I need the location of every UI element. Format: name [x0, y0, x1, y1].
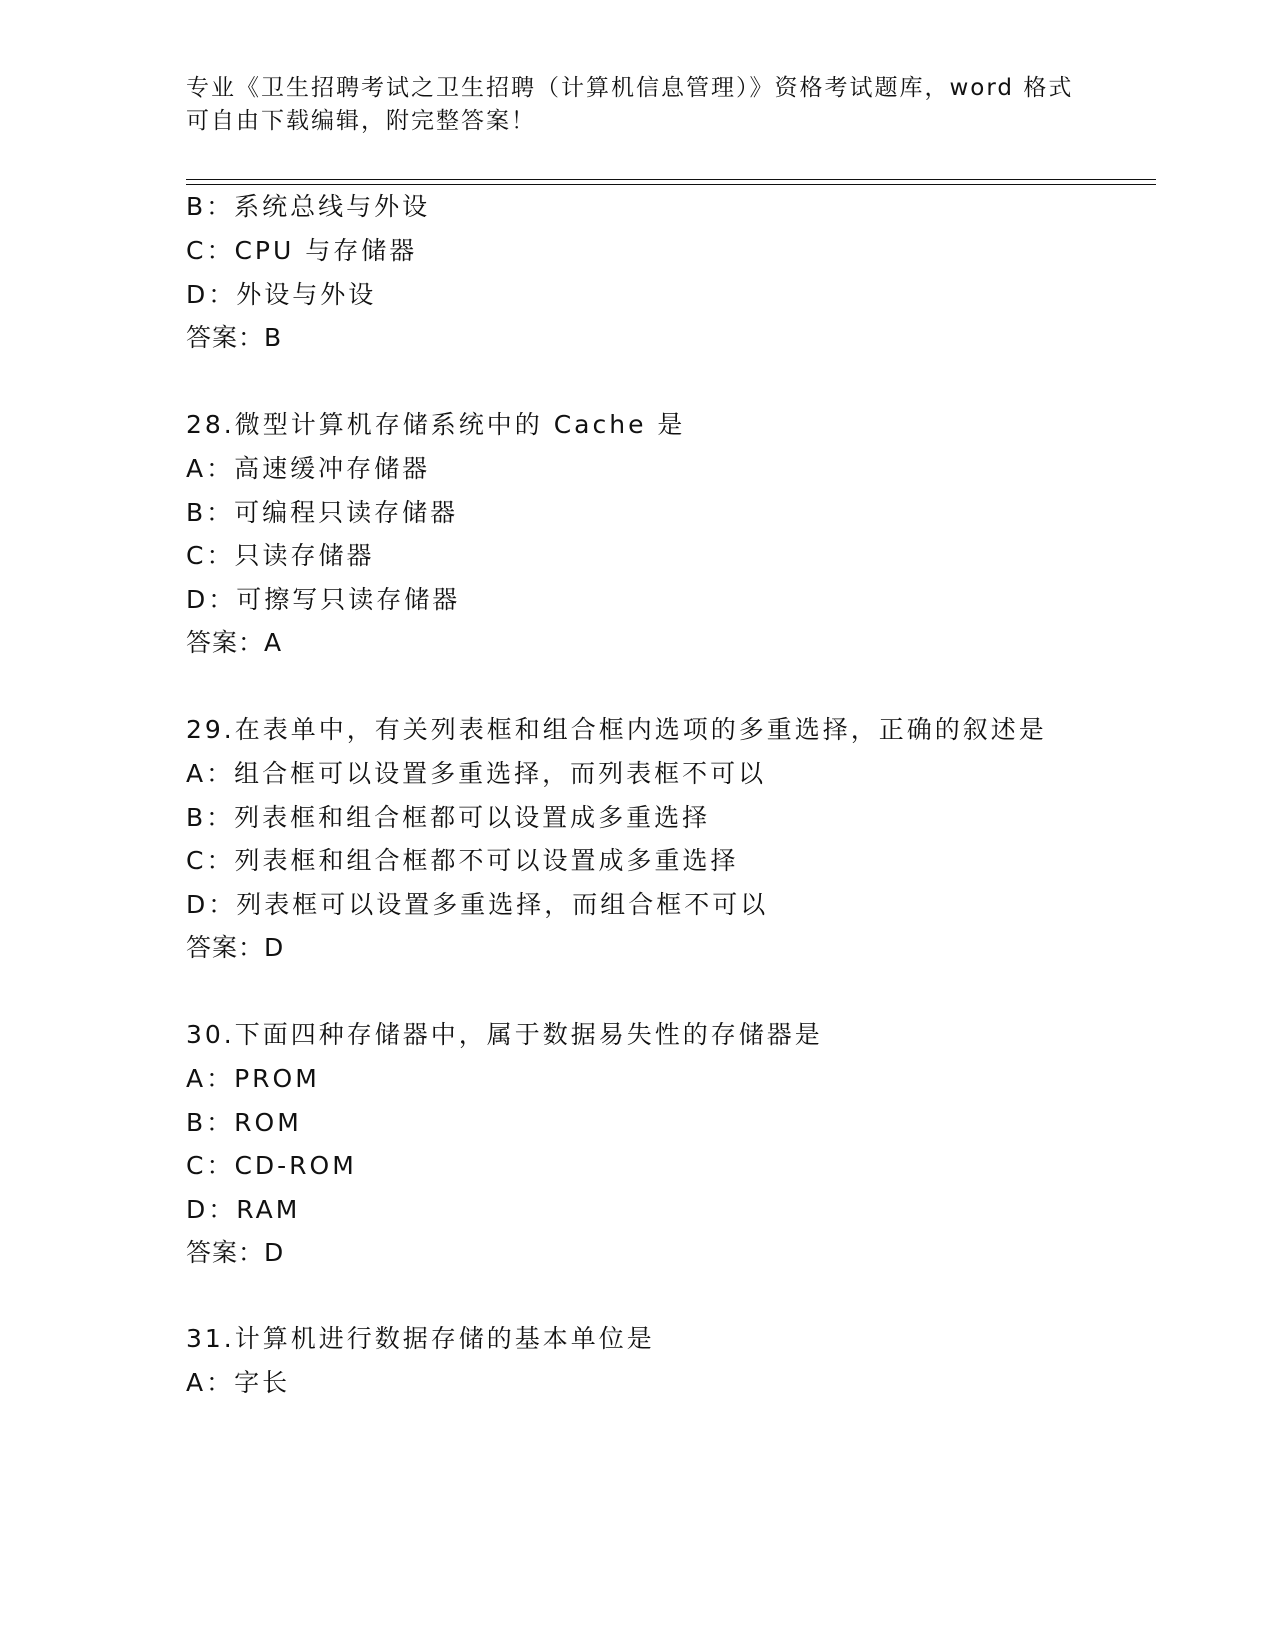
option-b: B：系统总线与外设 — [186, 192, 431, 221]
header-line-2: 可自由下载编辑，附完整答案！ — [186, 108, 536, 134]
question-28: 28.微型计算机存储系统中的 Cache 是 — [186, 410, 686, 439]
option-d: D：RAM — [186, 1195, 301, 1224]
answer-line: 答案：D — [186, 933, 285, 962]
option-d: D：外设与外设 — [186, 280, 377, 309]
option-a: A：高速缓冲存储器 — [186, 454, 431, 483]
header-divider-bottom — [186, 184, 1156, 185]
option-c: C：CPU 与存储器 — [186, 236, 418, 265]
option-a: A：PROM — [186, 1064, 320, 1093]
answer-line: 答案：D — [186, 1238, 285, 1267]
option-c: C：CD-ROM — [186, 1151, 357, 1180]
question-30: 30.下面四种存储器中，属于数据易失性的存储器是 — [186, 1020, 823, 1049]
answer-line: 答案：A — [186, 628, 283, 657]
option-b: B：列表框和组合框都可以设置成多重选择 — [186, 803, 711, 832]
option-c: C：列表框和组合框都不可以设置成多重选择 — [186, 846, 739, 875]
question-29: 29.在表单中，有关列表框和组合框内选项的多重选择，正确的叙述是 — [186, 715, 1047, 744]
header-divider-top — [186, 179, 1156, 180]
question-31: 31.计算机进行数据存储的基本单位是 — [186, 1324, 655, 1353]
header-line-1: 专业《卫生招聘考试之卫生招聘（计算机信息管理）》资格考试题库，word 格式 — [186, 75, 1074, 101]
option-d: D：可擦写只读存储器 — [186, 585, 461, 614]
option-d: D：列表框可以设置多重选择，而组合框不可以 — [186, 890, 769, 919]
answer-line: 答案：B — [186, 323, 283, 352]
option-b: B：可编程只读存储器 — [186, 498, 459, 527]
option-a: A：组合框可以设置多重选择，而列表框不可以 — [186, 759, 767, 788]
document-header — [186, 72, 1086, 138]
option-c: C：只读存储器 — [186, 541, 375, 570]
option-b: B：ROM — [186, 1108, 302, 1137]
option-a: A：字长 — [186, 1368, 291, 1397]
